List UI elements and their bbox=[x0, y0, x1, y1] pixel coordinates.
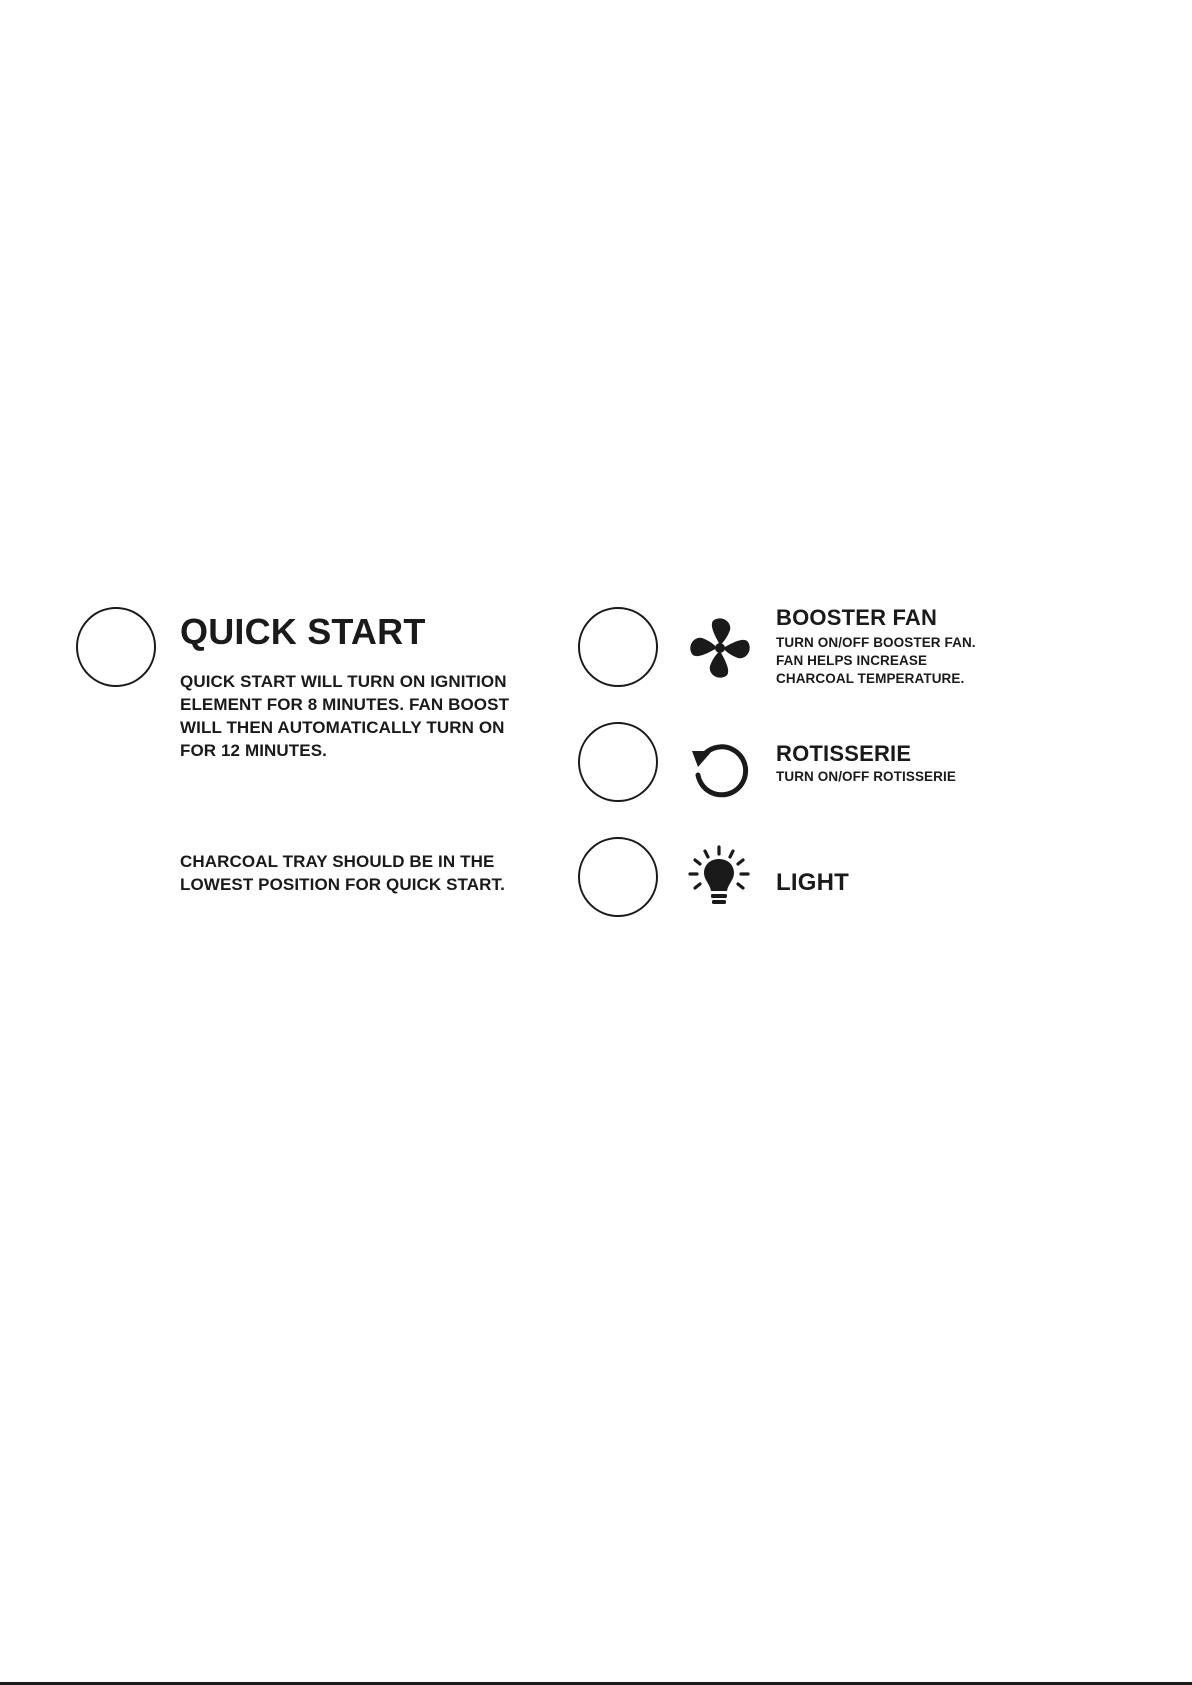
quick-start-description-line: ELEMENT FOR 8 MINUTES. FAN BOOST bbox=[180, 695, 510, 714]
rotate-icon bbox=[688, 735, 752, 799]
rotisserie-description-line: TURN ON/OFF ROTISSERIE bbox=[776, 769, 956, 784]
booster-fan-description bbox=[776, 634, 976, 688]
light-title: LIGHT bbox=[776, 869, 849, 896]
booster-fan-description-line: FAN HELPS INCREASE bbox=[776, 653, 928, 668]
quick-start-description bbox=[180, 670, 509, 762]
fan-icon bbox=[690, 618, 750, 678]
rotisserie-button[interactable] bbox=[578, 722, 658, 802]
charcoal-tray-note-line: LOWEST POSITION FOR QUICK START. bbox=[180, 875, 505, 894]
charcoal-tray-note-line: CHARCOAL TRAY SHOULD BE IN THE bbox=[180, 852, 495, 871]
light-button[interactable] bbox=[578, 837, 658, 917]
booster-fan-button[interactable] bbox=[578, 607, 658, 687]
quick-start-description-line: QUICK START WILL TURN ON IGNITION bbox=[180, 672, 507, 691]
quick-start-description-line: FOR 12 MINUTES. bbox=[180, 741, 327, 760]
rotisserie-description bbox=[776, 768, 956, 786]
quick-start-description-line: WILL THEN AUTOMATICALLY TURN ON bbox=[180, 718, 505, 737]
quick-start-title: QUICK START bbox=[180, 611, 426, 652]
lightbulb-icon bbox=[686, 845, 752, 911]
booster-fan-description-line: CHARCOAL TEMPERATURE. bbox=[776, 671, 965, 686]
booster-fan-description-line: TURN ON/OFF BOOSTER FAN. bbox=[776, 635, 976, 650]
booster-fan-title: BOOSTER FAN bbox=[776, 605, 938, 630]
rotisserie-title: ROTISSERIE bbox=[776, 741, 912, 766]
quick-start-button[interactable] bbox=[76, 607, 156, 687]
charcoal-tray-note bbox=[180, 850, 505, 896]
